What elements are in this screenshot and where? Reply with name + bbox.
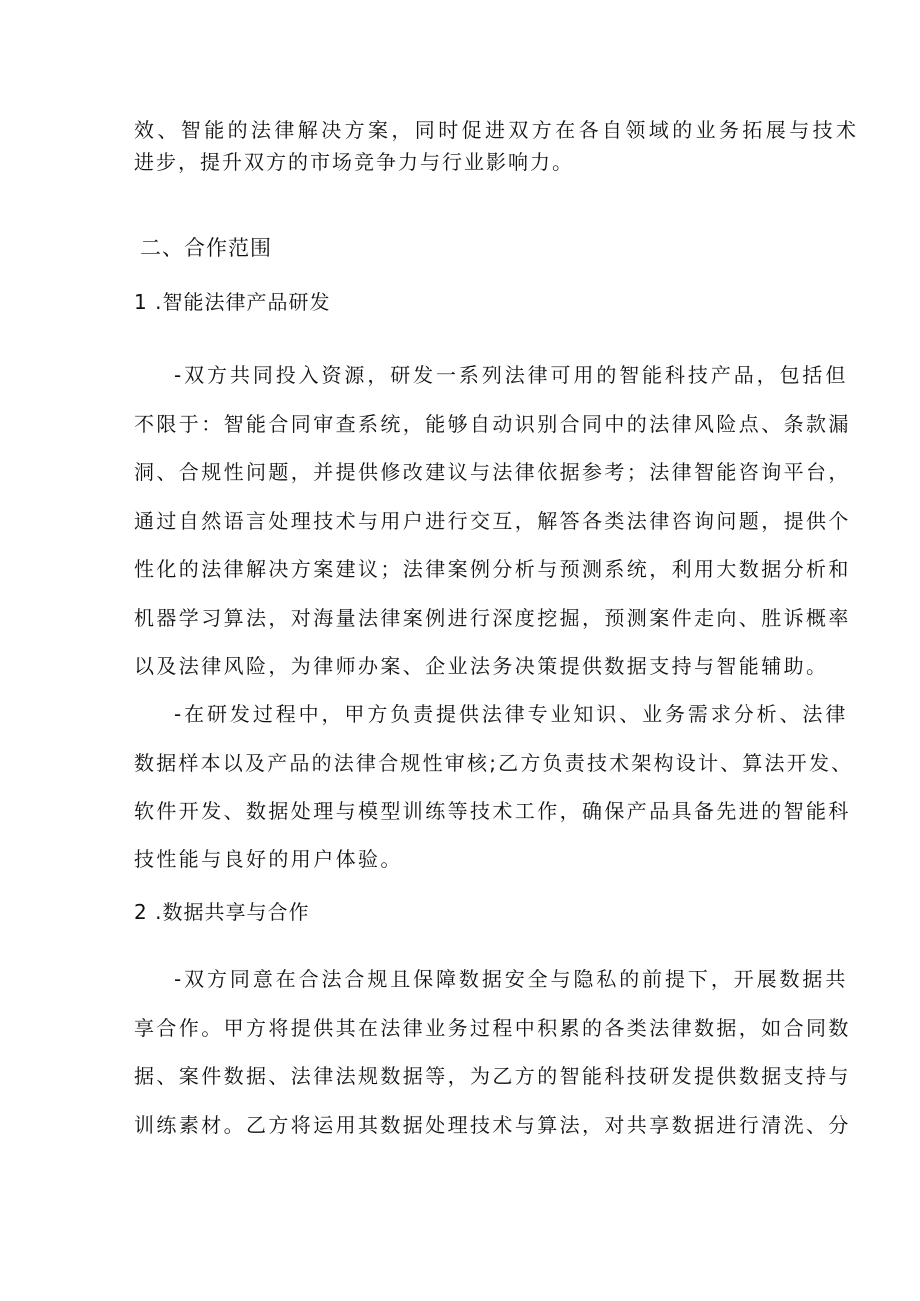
s1-p1-line-1: -双方共同投入资源，研发一系列法律可用的智能科技产品，包括但 (174, 363, 849, 387)
s2-p1-line-3: 据、案件数据、法律法规数据等，为乙方的智能科技研发提供数据支持与 (134, 1064, 851, 1088)
intro-line-2: 进步，提升双方的市场竞争力与行业影响力。 (134, 150, 574, 174)
section-heading-cooperation-scope: 二、合作范围 (140, 236, 272, 260)
s1-p1-line-6: 机器学习算法，对海量法律案例进行深度挖掘，预测案件走向、胜诉概率 (134, 606, 851, 630)
s1-p2-line-2: 数据样本以及产品的法律合规性审核;乙方负责技术架构设计、算法开发、 (134, 751, 854, 775)
s1-p1-line-7: 以及法律风险，为律师办案、企业法务决策提供数据支持与智能辅助。 (134, 654, 829, 678)
intro-line-1: 效、智能的法律解决方案，同时促进双方在各自领域的业务拓展与技术 (134, 118, 860, 142)
s1-p1-line-4: 通过自然语言处理技术与用户进行交互，解答各类法律咨询问题，提供个 (134, 509, 851, 533)
s2-p1-line-1: -双方同意在合法合规且保障数据安全与隐私的前提下，开展数据共 (174, 967, 849, 991)
s1-p2-line-3: 软件开发、数据处理与模型训练等技术工作，确保产品具备先进的智能科 (134, 799, 851, 823)
s2-p1-line-4: 训练素材。乙方将运用其数据处理技术与算法，对共享数据进行清洗、分 (134, 1113, 851, 1137)
s1-p1-line-2: 不限于：智能合同审查系统，能够自动识别合同中的法律风险点、条款漏 (134, 412, 851, 436)
s1-p2-line-1: -在研发过程中，甲方负责提供法律专业知识、业务需求分析、法律 (174, 702, 849, 726)
s1-p1-line-3: 洞、合规性问题，并提供修改建议与法律依据参考；法律智能咨询平台， (134, 460, 851, 484)
subsection-heading-smart-legal-products: 1 .智能法律产品研发 (134, 290, 331, 314)
s2-p1-line-2: 享合作。甲方将提供其在法律业务过程中积累的各类法律数据，如合同数 (134, 1016, 851, 1040)
s1-p2-line-4: 技性能与良好的用户体验。 (134, 847, 403, 871)
subsection-heading-data-sharing: 2 .数据共享与合作 (134, 900, 310, 924)
s1-p1-line-5: 性化的法律解决方案建议；法律案例分析与预测系统，利用大数据分析和 (134, 557, 851, 581)
